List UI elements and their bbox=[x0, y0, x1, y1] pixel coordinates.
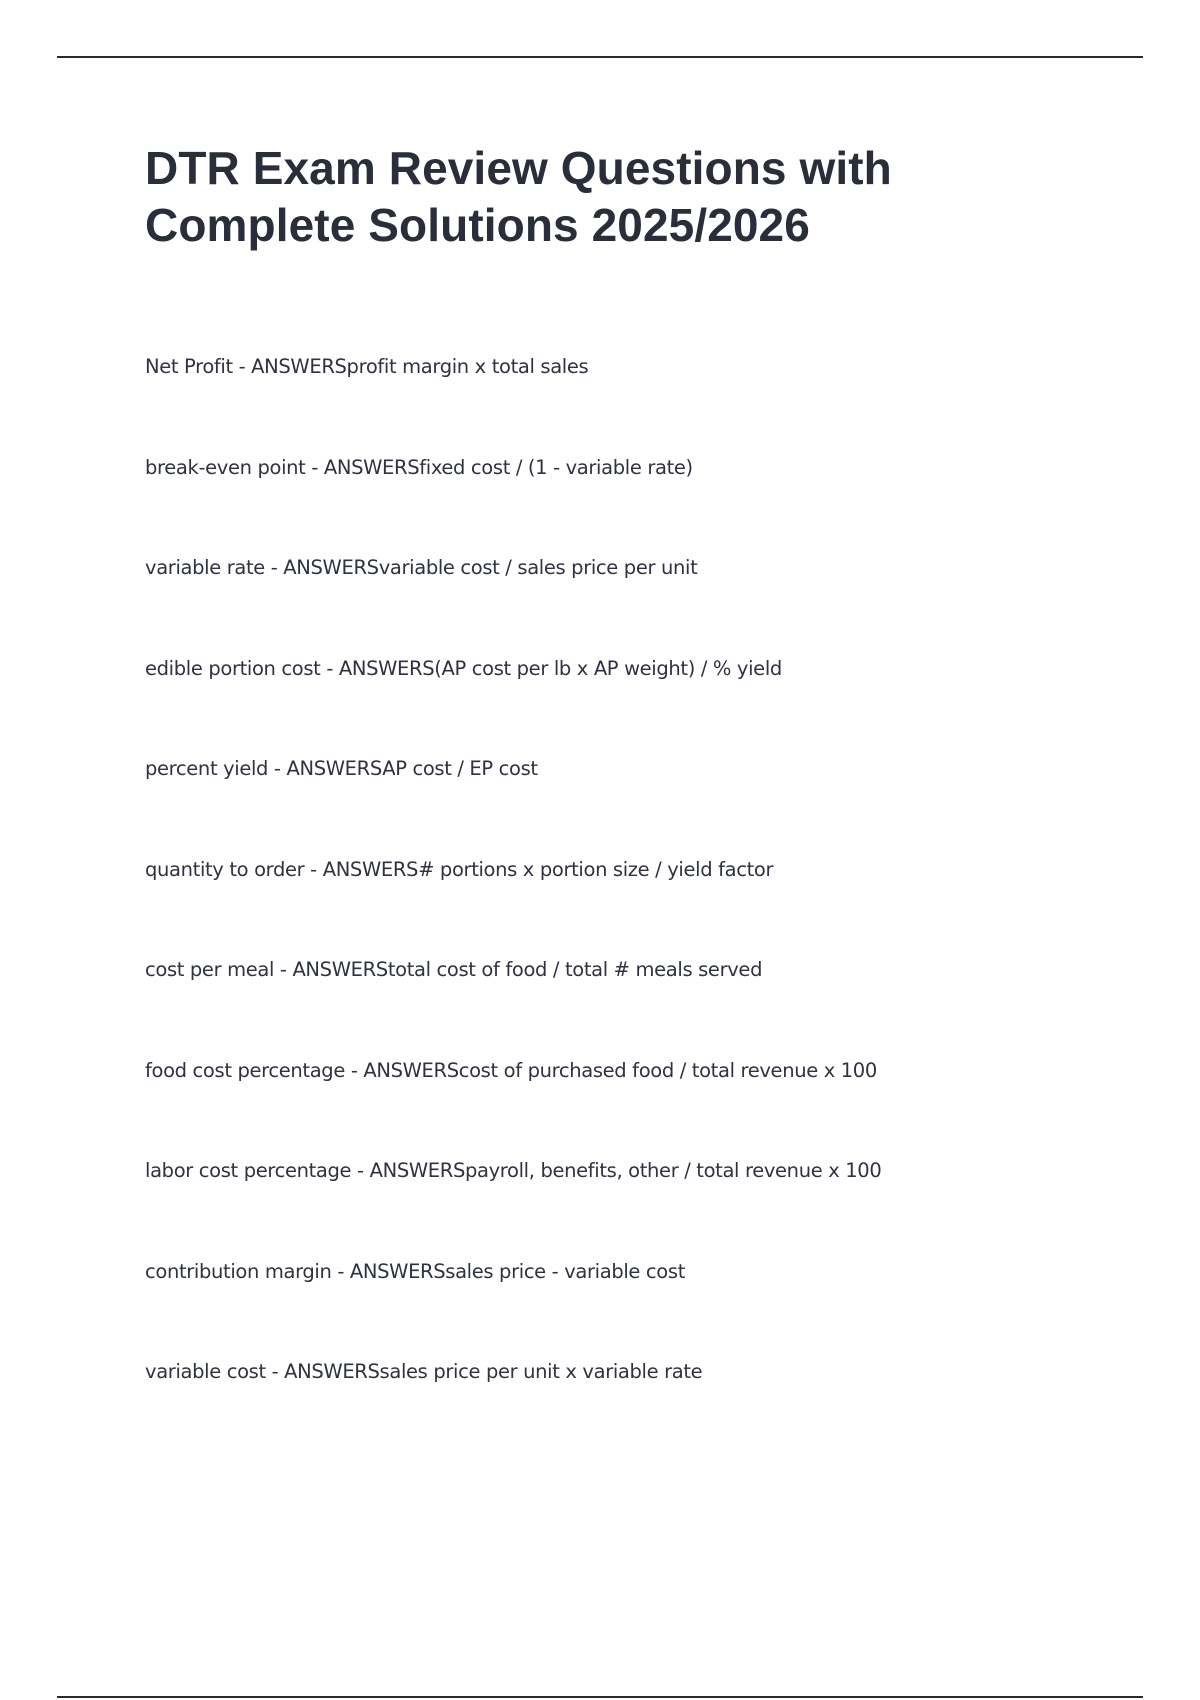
document-body bbox=[145, 140, 1125, 1383]
qa-entry: percent yield - ANSWERSAP cost / EP cost bbox=[145, 757, 538, 780]
title-line-1: DTR Exam Review Questions with bbox=[145, 142, 892, 194]
qa-entry: variable rate - ANSWERSvariable cost / sales price per unit bbox=[145, 556, 698, 579]
document-title bbox=[145, 140, 1125, 254]
qa-entry: labor cost percentage - ANSWERSpayroll, benefits, other / total revenue x 100 bbox=[145, 1159, 882, 1182]
qa-list bbox=[145, 355, 881, 1461]
qa-entry: food cost percentage - ANSWERScost of purchased food / total revenue x 100 bbox=[145, 1058, 877, 1082]
qa-entry: edible portion cost - ANSWERS(AP cost per lb x AP weight) / % yield bbox=[145, 656, 782, 680]
qa-entry: quantity to order - ANSWERS# portions x portion size / yield factor bbox=[145, 857, 774, 881]
bottom-rule bbox=[57, 1696, 1143, 1698]
title-line-2: Complete Solutions 2025/2026 bbox=[145, 199, 810, 251]
qa-entry: break-even point - ANSWERSfixed cost / (1 - variable rate) bbox=[145, 455, 693, 479]
qa-entry: contribution margin - ANSWERSsales price - variable cost bbox=[145, 1259, 685, 1283]
top-rule bbox=[57, 56, 1143, 58]
qa-entry: Net Profit - ANSWERSprofit margin x total sales bbox=[145, 355, 589, 378]
qa-entry: cost per meal - ANSWERStotal cost of food / total # meals served bbox=[145, 958, 763, 981]
qa-entry: variable cost - ANSWERSsales price per unit x variable rate bbox=[145, 1360, 703, 1383]
